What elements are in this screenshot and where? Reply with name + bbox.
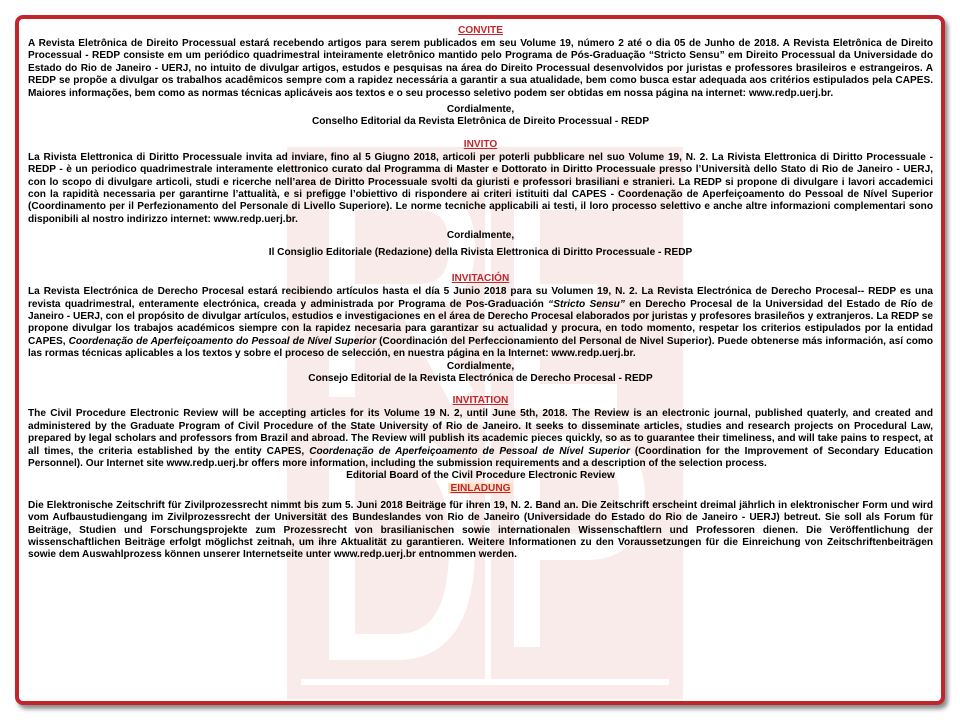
signature-invitation: Editorial Board of the Civil Procedure Electronic Review [346, 470, 615, 482]
paragraph-convite: A Revista Eletrônica de Direito Processual estará recebendo artigos para serem publicados em seu Volume 19, número 2 até o dia 05 de Junho de 2018. A Revista Eletrônica de Direito Processual - REDP consiste em um periódico quadrimestral inteiramente eletrônico mantido pelo Programa de Pós-Graduação “Stricto Sensu” em Direito Processual da Universidade do Estado do Rio de Janeiro - UERJ, no intuito de divulgar artigos, estudos e pesquisas na área do Direito Processual desenvolvidos por juristas e professores brasileiros e estrangeiros. A REDP se propõe a divulgar os trabalhos acadêmicos sempre com a rapidez necessária a garantir a sua atualidade, bem como busca estar adequada aos critérios estipulados pela CAPES. Maiores informações, bem como as normas técnicas aplicáveis aos textos e o seu processo seletivo podem ser obtidas em nossa página na internet: www.redp.uerj.br. [28, 38, 933, 99]
closing-invitacion: Cordialmente, [446, 360, 515, 372]
signature-convite: Conselho Editorial da Revista Eletrônica de Direito Processual - REDP [311, 116, 650, 128]
heading-einladung: EINLADUNG [450, 482, 511, 494]
heading-invitacion: INVITACIÓN [451, 273, 510, 285]
paragraph-invitacion: La Revista Electrónica de Derecho Procesal estará recibiendo artículos hasta el día 5 Junio 2018 para su Volumen 19, N. 2. La Revista Electrónica de Derecho Procesal-- REDP es una revista quadrimestral, enteramente electrónica, creada y administrada por Programa de Pos-Graduación “Stricto Sensu” en Derecho Procesal de la Universidad del Estado de Río de Janeiro - UERJ, con el propósito de divulgar artículos, estudios e investigaciones en el área de Derecho Procesal elaborados por juristas y profesores brasileños y extranjeros. La REDP se propone divulgar los trabajos académicos siempre con la rapidez necesaria para garantizar su actualidad y procura, en todo momento, respetar los criterios estipulados por la entidad CAPES, Coordenação de Aperfeiçoamento do Pessoal de Nível Superior (Coordinación del Perfeccionamiento del Personal de Nivel Superior). Puede obtenerse más información, así como las rormas técnicas aplicables a los textos y sobre el proceso de selección, en nuestra página en la Internet: www.redp.uerj.br. [28, 286, 933, 360]
paragraph-invitation: The Civil Procedure Electronic Review will be accepting articles for its Volume 19 N. 2, until June 5th, 2018. The Review is an electronic journal, published quaterly, and created and administered by the Graduate Program of Civil Procedure of the State University of Rio de Janeiro. It seeks to disseminate articles, studies and research projects on Procedural Law, prepared by legal scholars and professors from Brazil and abroad. The Review will publish its academic pieces quickly, so as to guarantee their timeliness, and will take pains to respect, at all times, the criteria established by the entity CAPES, Coordenação de Aperfeiçoamento de Pessoal de Nível Superior (Coordination for the Improvement of Secondary Education Personnel). Our Internet site www.redp.uerj.br offers more information, including the submission requirements and a description of the selection process. [28, 408, 933, 469]
closing-convite: Cordialmente, [446, 104, 515, 116]
paragraph-einladung: Die Elektronische Zeitschrift für Zivilprozessrecht nimmt bis zum 5. Juni 2018 Beiträge für ihren 19, N. 2. Band an. Die Zeitschrift erscheint dreimal jährlich in elektronischer Form und wird vom Aufbaustudiengang im Zivilprozessrecht der Universität des Bundeslandes von Rio de Janeiro (Universidade do Estado do Rio de Janeiro - UERJ) betreut. Sie soll als Forum für Beiträge, Studien und Forschungsprojekte zum Prozessrecht von brasilianischen sowie internationalen Wissenschaftlern und Professoren dienen. Die Veröffentlichung der wissenschaftlichen Beiträge erfolgt möglichst zeitnah, um ihre Aktualität zu garantieren. Weitere Informationen zu den Voraussetzungen für die Einreichung von Zeitschriftenbeiträgen sowie dem Auswahlprozess können unserer Internetseite unter www.redp.uerj.br entnommen werden. [28, 499, 933, 561]
closing-invito: Cordialmente, [446, 230, 515, 242]
document-frame [15, 15, 945, 705]
signature-invitacion: Consejo Editorial de la Revista Electrónica de Derecho Procesal - REDP [308, 372, 653, 384]
heading-convite: CONVITE [458, 25, 503, 36]
content-body [28, 25, 933, 562]
heading-invito: INVITO [463, 138, 498, 150]
paragraph-invito: La Rivista Elettronica di Diritto Processuale invita ad inviare, fino al 5 Giugno 2018, articoli per poterli pubblicare nel suo Volume 19, N. 2. La Rivista Elettronica di Diritto Processuale - REDP - è un periodico quadrimestrale interamente elettronico curato dal Programma di Master e Dottorato in Diritto Processuale presso l’Università dello Stato di Rio de Janeiro - UERJ, con lo scopo di divulgare articoli, studi e ricerche nell’area de Diritto Processuale svolti da giuristi e professori brasiliani e stranieri. La REDP si propone di divulgare i lavori accademici con la rapidità necessaria per garantirne l’attualità, e si prefigge l’obiettivo di rispondere ai criteri istituiti dal CAPES - Coordenação de Aperfeiçoamento do Pessoal de Nível Superior (Coordinamento per il Perfezionamento del Personale di Livello Superiore). Le norme tecniche applicabili ai testi, il loro processo selettivo e anche altre informazioni complementari sono disponibili al nostro indirizzo internet: www.redp.uerj.br. [28, 151, 933, 225]
heading-invitation: INVITATION [452, 395, 509, 407]
signature-invito: Il Consiglio Editoriale (Redazione) della Rivista Elettronica di Diritto Processuale - REDP [268, 246, 693, 258]
